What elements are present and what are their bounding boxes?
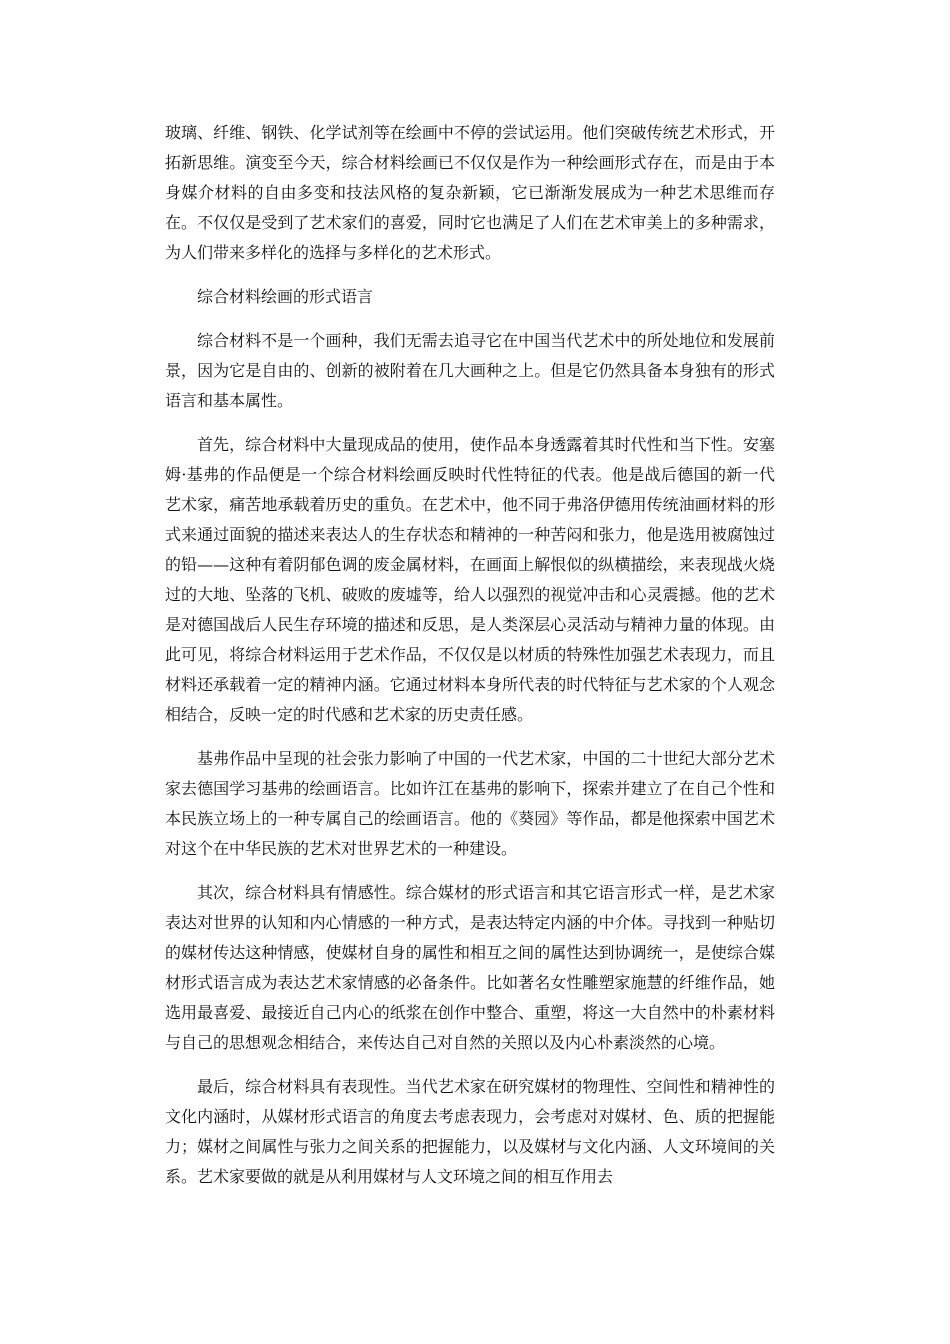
paragraph-expression: 最后，综合材料具有表现性。当代艺术家在研究媒材的物理性、空间性和精神性的文化内涵时，从媒材形式语言的角度去考虑表现力，会考虑对对媒材、色、质的把握能力；媒材之间属性与张力之间关系的把握能力，以及媒材与文化内涵、人文环境间的关系。艺术家要做的就是从利用媒材与人文环境之间的相互作用去: [165, 1077, 775, 1186]
paragraph-definition: 综合材料不是一个画种，我们无需去追寻它在中国当代艺术中的所处地位和发展前景，因为它是自由的、创新的被附着在几大画种之上。但是它仍然具备本身独有的形式语言和基本属性。: [165, 331, 775, 410]
section-heading: 综合材料绘画的形式语言: [197, 287, 374, 306]
paragraph-timeliness: 首先，综合材料中大量现成品的使用，使作品本身透露着其时代性和当下性。安塞姆·基弗的作品便是一个综合材料绘画反映时代性特征的代表。他是战后德国的新一代艺术家，痛苦地承载着历史的重负。在艺术中，他不同于弗洛伊德用传统油画材料的形式来通过面貌的描述来表达人的生存状态和精神的一种苦闷和张力，他是选用被腐蚀过的铅——这种有着阴郁色调的废金属材料，在画面上解恨似的纵横描绘，来表现战火烧过的大地、坠落的飞机、破败的废墟等，给人以强烈的视觉冲击和心灵震撼。他的艺术是对德国战后人民生存环境的描述和反思，是人类深层心灵活动与精神力量的体现。由此可见，将综合材料运用于艺术作品，不仅仅是以材质的特殊性加强艺术表现力，而且材料还承载着一定的精神内涵。它通过材料本身所代表的时代特征与艺术家的个人观念相结合，反映一定的时代感和艺术家的历史责任感。: [165, 435, 775, 724]
paragraph-intro: 玻璃、纤维、钢铁、化学试剂等在绘画中不停的尝试运用。他们突破传统艺术形式，开拓新思维。演变至今天，综合材料绘画已不仅仅是作为一种绘画形式存在，而是由于本身媒介材料的自由多变和技法风格的复杂新颖，它已渐渐发展成为一种艺术思维而存在。不仅仅是受到了艺术家们的喜爱，同时它也满足了人们在艺术审美上的多种需求，为人们带来多样化的选择与多样化的艺术形式。: [165, 123, 775, 262]
document-page: [165, 118, 775, 1206]
paragraph-emotion: 其次，综合材料具有情感性。综合媒材的形式语言和其它语言形式一样，是艺术家表达对世界的认知和内心情感的一种方式，是表达特定内涵的中介体。寻找到一种贴切的媒材传达这种情感，使媒材自身的属性和相互之间的属性达到协调统一，是使综合媒材形式语言成为表达艺术家情感的必备条件。比如著名女性雕塑家施慧的纤维作品，她选用最喜爱、最接近自己内心的纸浆在创作中整合、重塑，将这一大自然中的朴素材料与自己的思想观念相结合，来传达自己对自然的关照以及内心朴素淡然的心境。: [165, 883, 775, 1052]
paragraph-influence: 基弗作品中呈现的社会张力影响了中国的一代艺术家，中国的二十世纪大部分艺术家去德国学习基弗的绘画语言。比如许江在基弗的影响下，探索并建立了在自己个性和本民族立场上的一种专属自己的绘画语言。他的《葵园》等作品，都是他探索中国艺术对这个在中华民族的艺术对世界艺术的一种建设。: [165, 749, 775, 858]
